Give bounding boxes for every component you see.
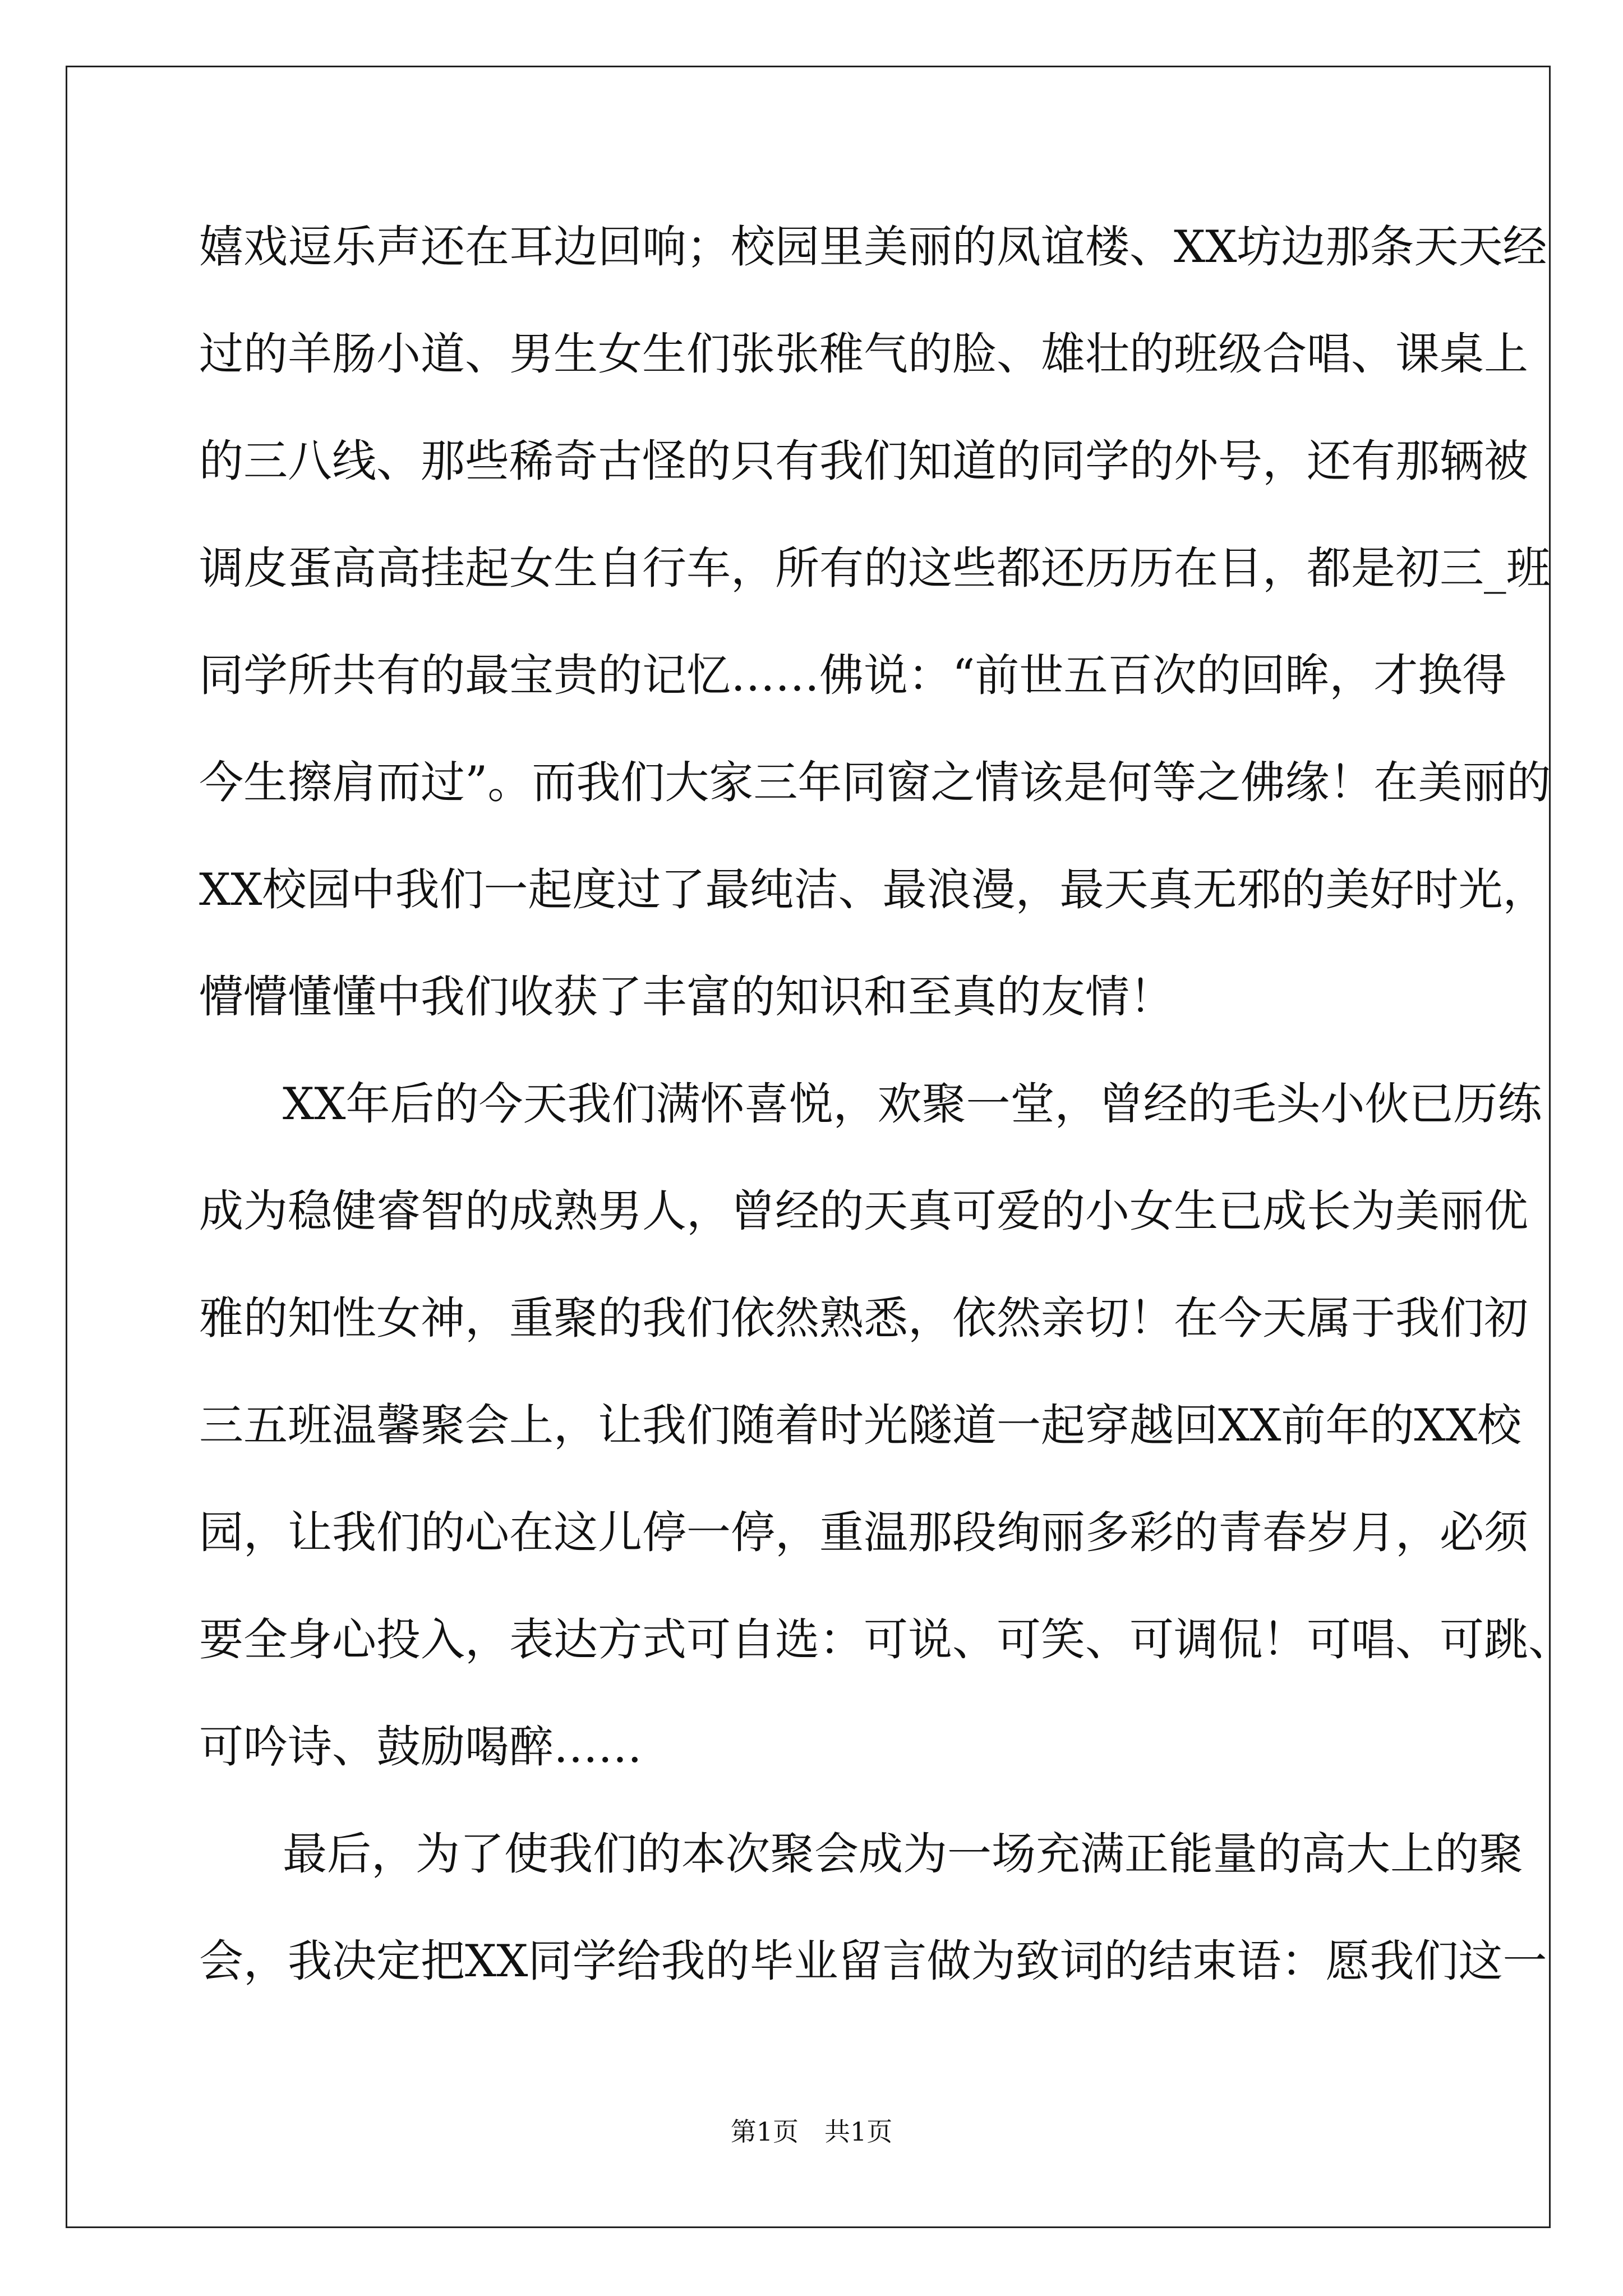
page-footer (0, 2115, 1623, 2148)
text-line-4: 调皮蛋高高挂起女生自行车，所有的这些都还历历在目，都是初三_班 (199, 542, 1551, 594)
text-line-17: 会，我决定把XX同学给我的毕业留言做为致词的结束语：愿我们这一 (199, 1935, 1547, 1987)
text-line-1: 嬉戏逗乐声还在耳边回响；校园里美丽的凤谊楼、XX坊边那条天天经 (199, 221, 1547, 273)
text-line-5: 同学所共有的最宝贵的记忆……佛说：“前世五百次的回眸，才换得 (199, 650, 1507, 701)
text-line-2: 过的羊肠小道、男生女生们张张稚气的脸、雄壮的班级合唱、课桌上 (199, 328, 1528, 380)
text-line-3: 的三八线、那些稀奇古怪的只有我们知道的同学的外号，还有那辆被 (199, 435, 1528, 487)
text-line-6: 今生擦肩而过”。而我们大家三年同窗之情该是何等之佛缘！在美丽的 (199, 757, 1551, 808)
page-number: 第1页 (730, 2116, 799, 2147)
text-line-16: 最后，为了使我们的本次聚会成为一场充满正能量的高大上的聚 (283, 1828, 1523, 1880)
page-total: 共1页 (824, 2116, 893, 2147)
text-line-9: XX年后的今天我们满怀喜悦，欢聚一堂，曾经的毛头小伙已历练 (283, 1078, 1542, 1130)
text-line-15: 可吟诗、鼓励喝醉…… (199, 1721, 642, 1773)
text-line-13: 园，让我们的心在这儿停一停，重温那段绚丽多彩的青春岁月，必须 (199, 1507, 1528, 1558)
text-line-14: 要全身心投入，表达方式可自选：可说、可笑、可调侃！可唱、可跳、 (199, 1614, 1573, 1665)
text-line-12: 三五班温馨聚会上，让我们随着时光隧道一起穿越回XX前年的XX校 (199, 1400, 1521, 1451)
page-border (66, 66, 1573, 2228)
text-line-11: 雅的知性女神，重聚的我们依然熟悉，依然亲切！在今天属于我们初 (199, 1292, 1528, 1344)
text-line-8: 懵懵懂懂中我们收获了丰富的知识和至真的友情！ (199, 971, 1174, 1023)
text-line-10: 成为稳健睿智的成熟男人，曾经的天真可爱的小女生已成长为美丽优 (199, 1185, 1528, 1237)
text-line-7: XX校园中我们一起度过了最纯洁、最浪漫，最天真无邪的美好时光， (199, 864, 1547, 915)
